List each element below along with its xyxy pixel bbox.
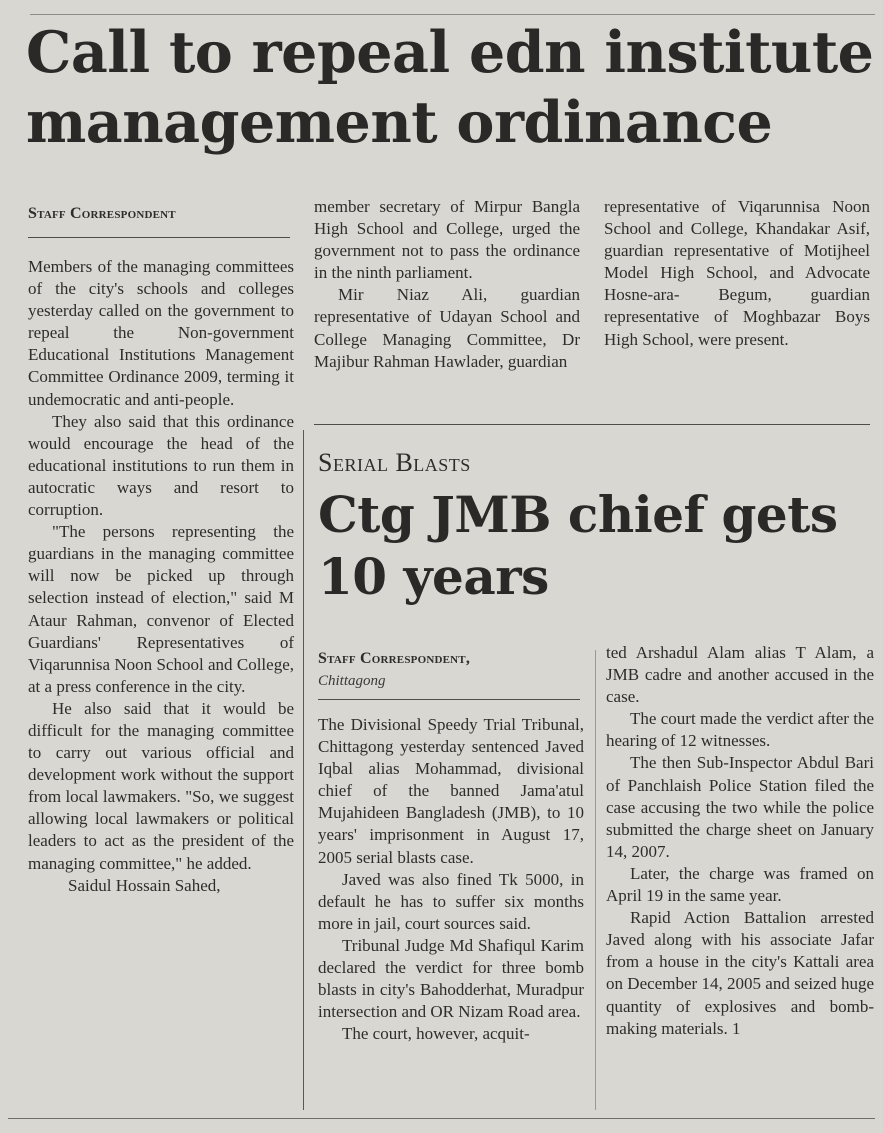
column-divider — [595, 650, 596, 1110]
story1-byline-rule — [28, 237, 290, 238]
paragraph: Later, the charge was framed on April 19 in the same year. — [606, 863, 874, 906]
paragraph: The then Sub-Inspector Abdul Bari of Panchlaish Police Station filed the case accusing the two while the police submitted the charge sheet on January 14, 2007. — [606, 753, 874, 861]
paragraph: ted Arshadul Alam alias T Alam, a JMB cadre and another accused in the case. — [606, 643, 874, 707]
story2-headline — [318, 484, 878, 608]
story-separator-rule — [314, 424, 870, 425]
story2-headline-line2: 10 years — [318, 547, 549, 606]
paragraph: Rapid Action Battalion arrested Javed along with his associate Jafar from a house in the city's Kattali area on December 14, 2005 and seized huge quantity of explosives and bomb-making materials. 1 — [606, 908, 874, 1038]
story1-byline: Staff Correspondent — [28, 205, 176, 222]
bottom-rule — [8, 1118, 875, 1119]
paragraph: member secretary of Mirpur Bangla High School and College, urged the government not to pass the ordinance in the ninth parliament. — [314, 197, 580, 283]
paragraph: The Divisional Speedy Trial Tribunal, Chittagong yesterday sentenced Javed Iqbal alias Mohammad, divisional chief of the banned Jama'atul Mujahideen Bangladesh (JMB), to 10 years' imprisonment in August 17, 2005 serial blasts case. — [318, 715, 584, 867]
story2-kicker: Serial Blasts — [318, 448, 471, 477]
story1-column-3 — [604, 196, 870, 351]
paragraph: Tribunal Judge Md Shafiqul Karim declared the verdict for three bomb blasts in city's Bahodderhat, Muradpur intersection and OR Nizam Road area. — [318, 935, 584, 1022]
story2-dateline: Chittagong — [318, 673, 386, 689]
story1-headline-line1: Call to repeal edn institute — [26, 19, 874, 86]
paragraph: Mir Niaz Ali, guardian representative of Udayan School and College Managing Committee, Dr Majibur Rahman Hawlader, guardian — [314, 285, 580, 371]
story1-column-2 — [314, 196, 580, 373]
story2-column-1 — [318, 714, 584, 1045]
paragraph: Members of the managing committees of the city's schools and colleges yesterday called on the government to repeal the Non-government Educational Institutions Management Committee Ordinance 2009, terming it undemocratic and anti-people. — [28, 257, 294, 409]
paragraph: representative of Viqarunnisa Noon School and College, Khandakar Asif, guardian representative of Motijheel Model High School, and Advocate Hosne-ara- Begum, guardian representative of Moghbazar Boys High School, were present. — [604, 197, 870, 349]
paragraph: They also said that this ordinance would encourage the head of the educational institutions to run them in autocratic ways and resort to corruption. — [28, 411, 294, 520]
story2-byline-rule — [318, 699, 580, 700]
story2-byline: Staff Correspondent, — [318, 650, 471, 667]
story1-column-1 — [28, 256, 294, 897]
story1-headline — [26, 18, 876, 158]
paragraph: Javed was also fined Tk 5000, in default he has to suffer six months more in jail, court sources said. — [318, 869, 584, 933]
top-rule — [30, 14, 875, 15]
story1-headline-line2: management ordinance — [26, 89, 773, 156]
paragraph: "The persons representing the guardians in the managing committee will now be picked up through selection instead of election," said M Ataur Rahman, convenor of Elected Guardians' Representatives of Viqarunnisa Noon School and College, at a press conference in the city. — [28, 522, 294, 696]
paragraph: The court, however, acquit- — [342, 1024, 530, 1044]
paragraph: The court made the verdict after the hearing of 12 witnesses. — [606, 709, 874, 751]
paragraph: Saidul Hossain Sahed, — [68, 875, 221, 895]
story2-headline-line1: Ctg JMB chief gets — [318, 485, 838, 544]
story2-column-2 — [606, 642, 874, 1040]
paragraph: He also said that it would be difficult for the managing committee to carry out various official and development work without the support from local lawmakers. "So, we suggest allowing local lawmakers or political leaders to act as the president of the managing committee," he added. — [28, 698, 294, 873]
column-divider — [303, 430, 304, 1110]
